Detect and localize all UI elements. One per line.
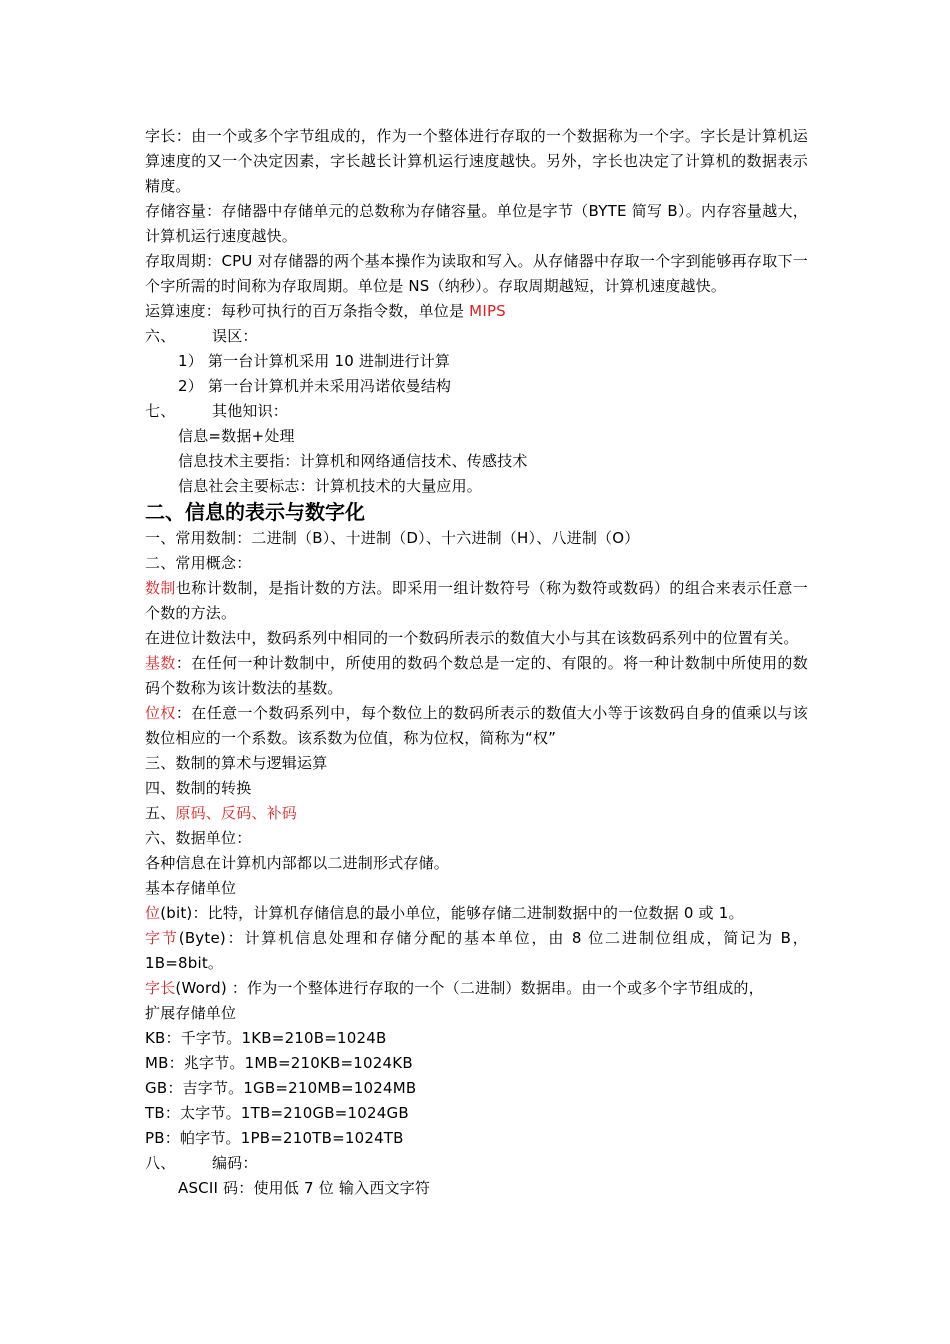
extended-units-line: 扩展存储单位 — [145, 1004, 237, 1022]
access-cycle-paragraph: 存取周期：CPU 对存储器的两个基本操作为读取和写入。从存储器中存取一个字到能够再存取下一个字所需的时间称为存取周期。单位是 NS（纳秒）。存取周期越短，计算机速度越快。 — [145, 252, 808, 295]
section-4-line: 四、数制的转换 — [145, 779, 252, 797]
binary-storage-line: 各种信息在计算机内部都以二进制形式存储。 — [145, 854, 450, 872]
common-bases-line: 一、常用数制：二进制（B）、十进制（D）、十六进制（H）、八进制（O） — [145, 529, 640, 547]
byte-term: 字节 — [145, 929, 179, 947]
byte-definition — [145, 926, 808, 976]
weight-term: 位权 — [145, 704, 176, 722]
radix-text: ：在任何一种计数制中，所使用的数码个数总是一定的、有限的。将一种计数制中所使用的数码个数称为该计数法的基数。 — [145, 654, 808, 697]
word-length-paragraph: 字长：由一个或多个字节组成的，作为一个整体进行存取的一个数据称为一个字。字长是计算机运算速度的又一个决定因素，字长越长计算机运行速度越快。另外，字长也决定了计算机的数据表示精度。 — [145, 127, 808, 195]
section-5-number: 五、 — [145, 804, 176, 822]
unit-line: TB：太字节。1TB=210GB=1024GB — [145, 1104, 409, 1122]
section-8-heading — [145, 1151, 808, 1176]
knowledge-item: 信息=数据+处理 — [178, 427, 295, 445]
byte-text: (Byte)：计算机信息处理和存储分配的基本单位，由 8 位二进制位组成，简记为 B，1B=8bit。 — [145, 929, 808, 972]
section-6-number: 六、 — [145, 327, 176, 345]
knowledge-item: 信息社会主要标志：计算机技术的大量应用。 — [178, 477, 483, 495]
word-term: 字长 — [145, 979, 176, 997]
unit-line: KB：千字节。1KB=210B=1024B — [145, 1029, 387, 1047]
storage-capacity-paragraph: 存储容量：存储器中存储单元的总数称为存储容量。单位是字节（BYTE 简写 B）。内存容量越大，计算机运行速度越快。 — [145, 202, 808, 245]
weight-text: ：在任意一个数码系列中，每个数位上的数码所表示的数值大小等于该数码自身的值乘以与该数位相应的一个系数。该系数为位值，称为位权，简称为“权” — [145, 704, 808, 747]
number-system-term: 数制 — [145, 579, 176, 597]
speed-unit: MIPS — [469, 302, 506, 320]
speed-label: 运算速度：每秒可执行的百万条指令数，单位是 — [145, 302, 470, 320]
positional-notation-paragraph: 在进位计数法中，数码系列中相同的一个数码所表示的数值大小与其在该数码系列中的位置有关。 — [145, 629, 799, 647]
unit-line: MB：兆字节。1MB=210KB=1024KB — [145, 1054, 413, 1072]
document-page — [145, 124, 808, 1201]
section-5-line — [145, 801, 808, 826]
bit-text: (bit)：比特，计算机存储信息的最小单位，能够存储二进制数据中的一位数据 0 或 1。 — [160, 904, 744, 922]
knowledge-item: 信息技术主要指：计算机和网络通信技术、传感技术 — [178, 452, 528, 470]
section-6b-line: 六、数据单位： — [145, 829, 252, 847]
misconception-item: 1） 第一台计算机采用 10 进制进行计算 — [178, 352, 451, 370]
common-concepts-line: 二、常用概念： — [145, 554, 252, 572]
word-definition — [145, 976, 808, 1001]
section-6-title: 误区： — [212, 327, 258, 345]
radix-term: 基数 — [145, 654, 176, 672]
weight-definition — [145, 701, 808, 751]
number-system-text: 也称计数制，是指计数的方法。即采用一组计数符号（称为数符或数码）的组合来表示任意一个数的方法。 — [145, 579, 808, 622]
section-7-number: 七、 — [145, 402, 176, 420]
basic-units-line: 基本存储单位 — [145, 879, 237, 897]
section-7-title: 其他知识： — [212, 402, 289, 420]
unit-line: GB：吉字节。1GB=210MB=1024MB — [145, 1079, 417, 1097]
section-7-heading — [145, 399, 808, 424]
number-system-definition — [145, 576, 808, 626]
bit-term: 位 — [145, 904, 161, 922]
ascii-line: ASCII 码：使用低 7 位 输入西文字符 — [178, 1179, 431, 1197]
section-8-title: 编码： — [212, 1154, 258, 1172]
speed-paragraph — [145, 299, 808, 324]
bit-definition — [145, 901, 808, 926]
section-3-line: 三、数制的算术与逻辑运算 — [145, 754, 328, 772]
word-text: (Word) ：作为一个整体进行存取的一个（二进制）数据串。由一个或多个字节组成的， — [175, 979, 764, 997]
section-6-heading — [145, 324, 808, 349]
section-8-number: 八、 — [145, 1154, 176, 1172]
misconception-item: 2） 第一台计算机并未采用冯诺依曼结构 — [178, 377, 452, 395]
chapter-heading: 二、信息的表示与数字化 — [145, 500, 365, 524]
radix-definition — [145, 651, 808, 701]
section-5-title: 原码、反码、补码 — [175, 804, 298, 822]
unit-line: PB：帕字节。1PB=210TB=1024TB — [145, 1129, 404, 1147]
